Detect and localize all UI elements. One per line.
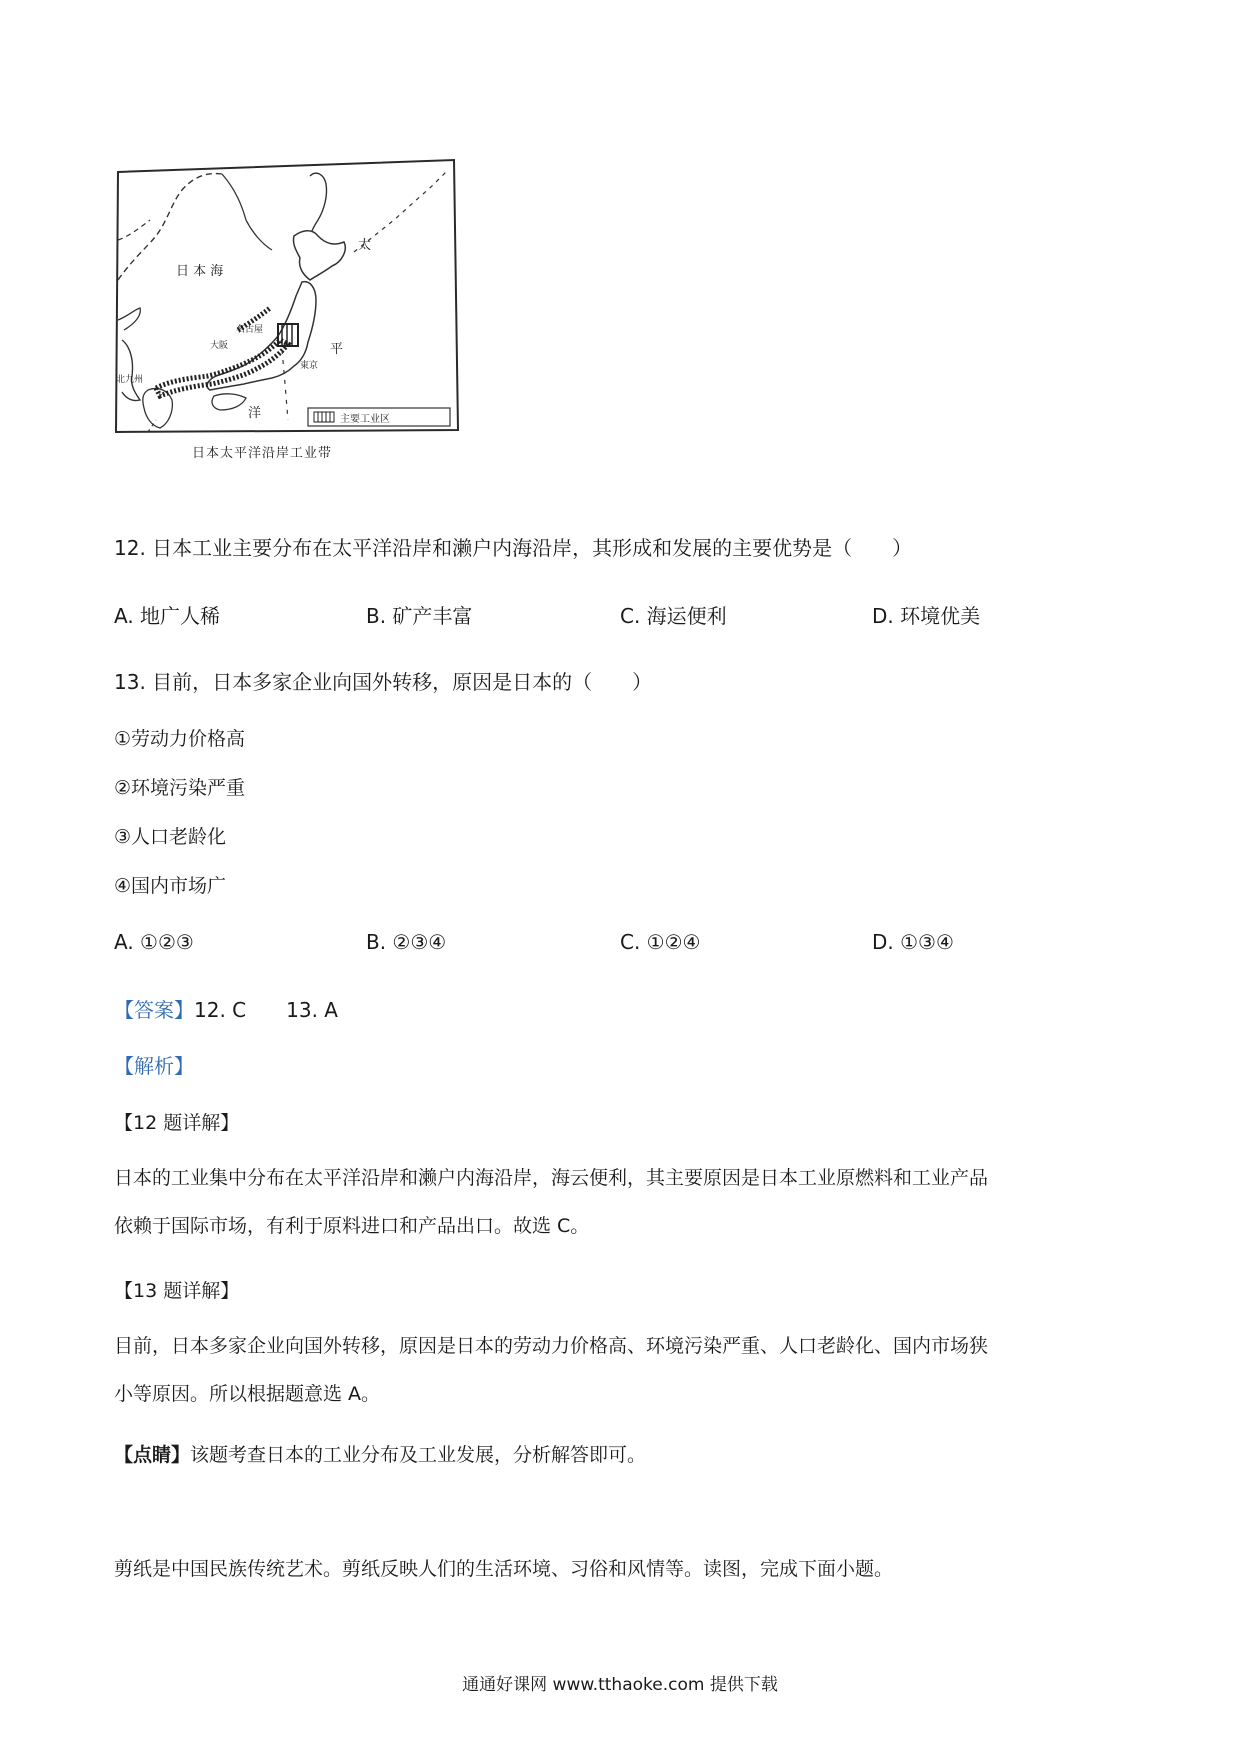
q13-statement-3: ③人口老龄化 [114, 826, 227, 848]
page-footer: 通通好课网 www.tthaoke.com 提供下载 [462, 1675, 778, 1695]
japan-map [112, 140, 464, 440]
map-label-nagoya: 名古屋 [236, 325, 264, 335]
analysis-12-line-1: 日本的工业集中分布在太平洋沿岸和濑户内海沿岸，海云便利，其主要原因是日本工业原燃料和工业产品 [114, 1167, 989, 1189]
q13-option-d: D. ①③④ [872, 930, 954, 954]
analysis-12-heading: 【12 题详解】 [114, 1112, 240, 1134]
q13-option-a: A. ①②③ [114, 930, 194, 954]
q13-option-c: C. ①②④ [620, 930, 701, 954]
analysis-13-heading: 【13 题详解】 [114, 1280, 240, 1302]
japan-map-figure [112, 140, 464, 470]
q12-option-b: B. 矿产丰富 [366, 604, 473, 628]
map-label-pacific-3: 洋 [248, 406, 262, 421]
question-13: 13. 目前，日本多家企业向国外转移，原因是日本的（ ） [114, 670, 653, 694]
analysis-13-line-1: 目前，日本多家企业向国外转移，原因是日本的劳动力价格高、环境污染严重、人口老龄化、国内市场狭 [114, 1335, 989, 1357]
q13-statement-1: ①劳动力价格高 [114, 728, 246, 750]
q13-option-b: B. ②③④ [366, 930, 447, 954]
map-label-pacific-1: 太 [358, 238, 372, 253]
answer-13: 13. A [286, 998, 338, 1022]
answer-12: 12. C [194, 998, 247, 1022]
q13-statement-2: ②环境污染严重 [114, 777, 246, 799]
analysis-tag: 【解析】 [114, 1054, 194, 1078]
dianjing-text: 该题考查日本的工业分布及工业发展，分析解答即可。 [190, 1444, 647, 1466]
map-legend-label: 主要工业区 [340, 414, 390, 425]
q12-option-c: C. 海运便利 [620, 604, 727, 628]
map-label-pacific-2: 平 [330, 342, 344, 357]
analysis-12-text [114, 1158, 1134, 1247]
map-caption: 日本太平洋沿岸工业带 [192, 446, 333, 461]
map-label-osaka: 大阪 [210, 341, 229, 351]
answer-tag: 【答案】 [114, 998, 194, 1022]
dianjing-line [114, 1440, 646, 1467]
analysis-13-line-2: 小等原因。所以根据题意选 A。 [114, 1383, 381, 1405]
map-label-sea-japan: 日 本 海 [176, 264, 224, 279]
analysis-12-line-2: 依赖于国际市场，有利于原料进口和产品出口。故选 C。 [114, 1215, 590, 1237]
q13-statement-4: ④国内市场广 [114, 875, 227, 897]
map-label-kitakyushu: 北九州 [116, 375, 144, 385]
dianjing-tag: 【点睛】 [114, 1444, 191, 1466]
q12-option-a: A. 地广人稀 [114, 604, 221, 628]
map-label-tokyo: 東京 [300, 361, 319, 371]
analysis-13-text [114, 1326, 1134, 1415]
q12-option-d: D. 环境优美 [872, 604, 981, 628]
question-12: 12. 日本工业主要分布在太平洋沿岸和濑户内海沿岸，其形成和发展的主要优势是（ ） [114, 536, 913, 560]
next-section-intro: 剪纸是中国民族传统艺术。剪纸反映人们的生活环境、习俗和风情等。读图，完成下面小题。 [114, 1558, 894, 1580]
answer-line [114, 994, 338, 1023]
